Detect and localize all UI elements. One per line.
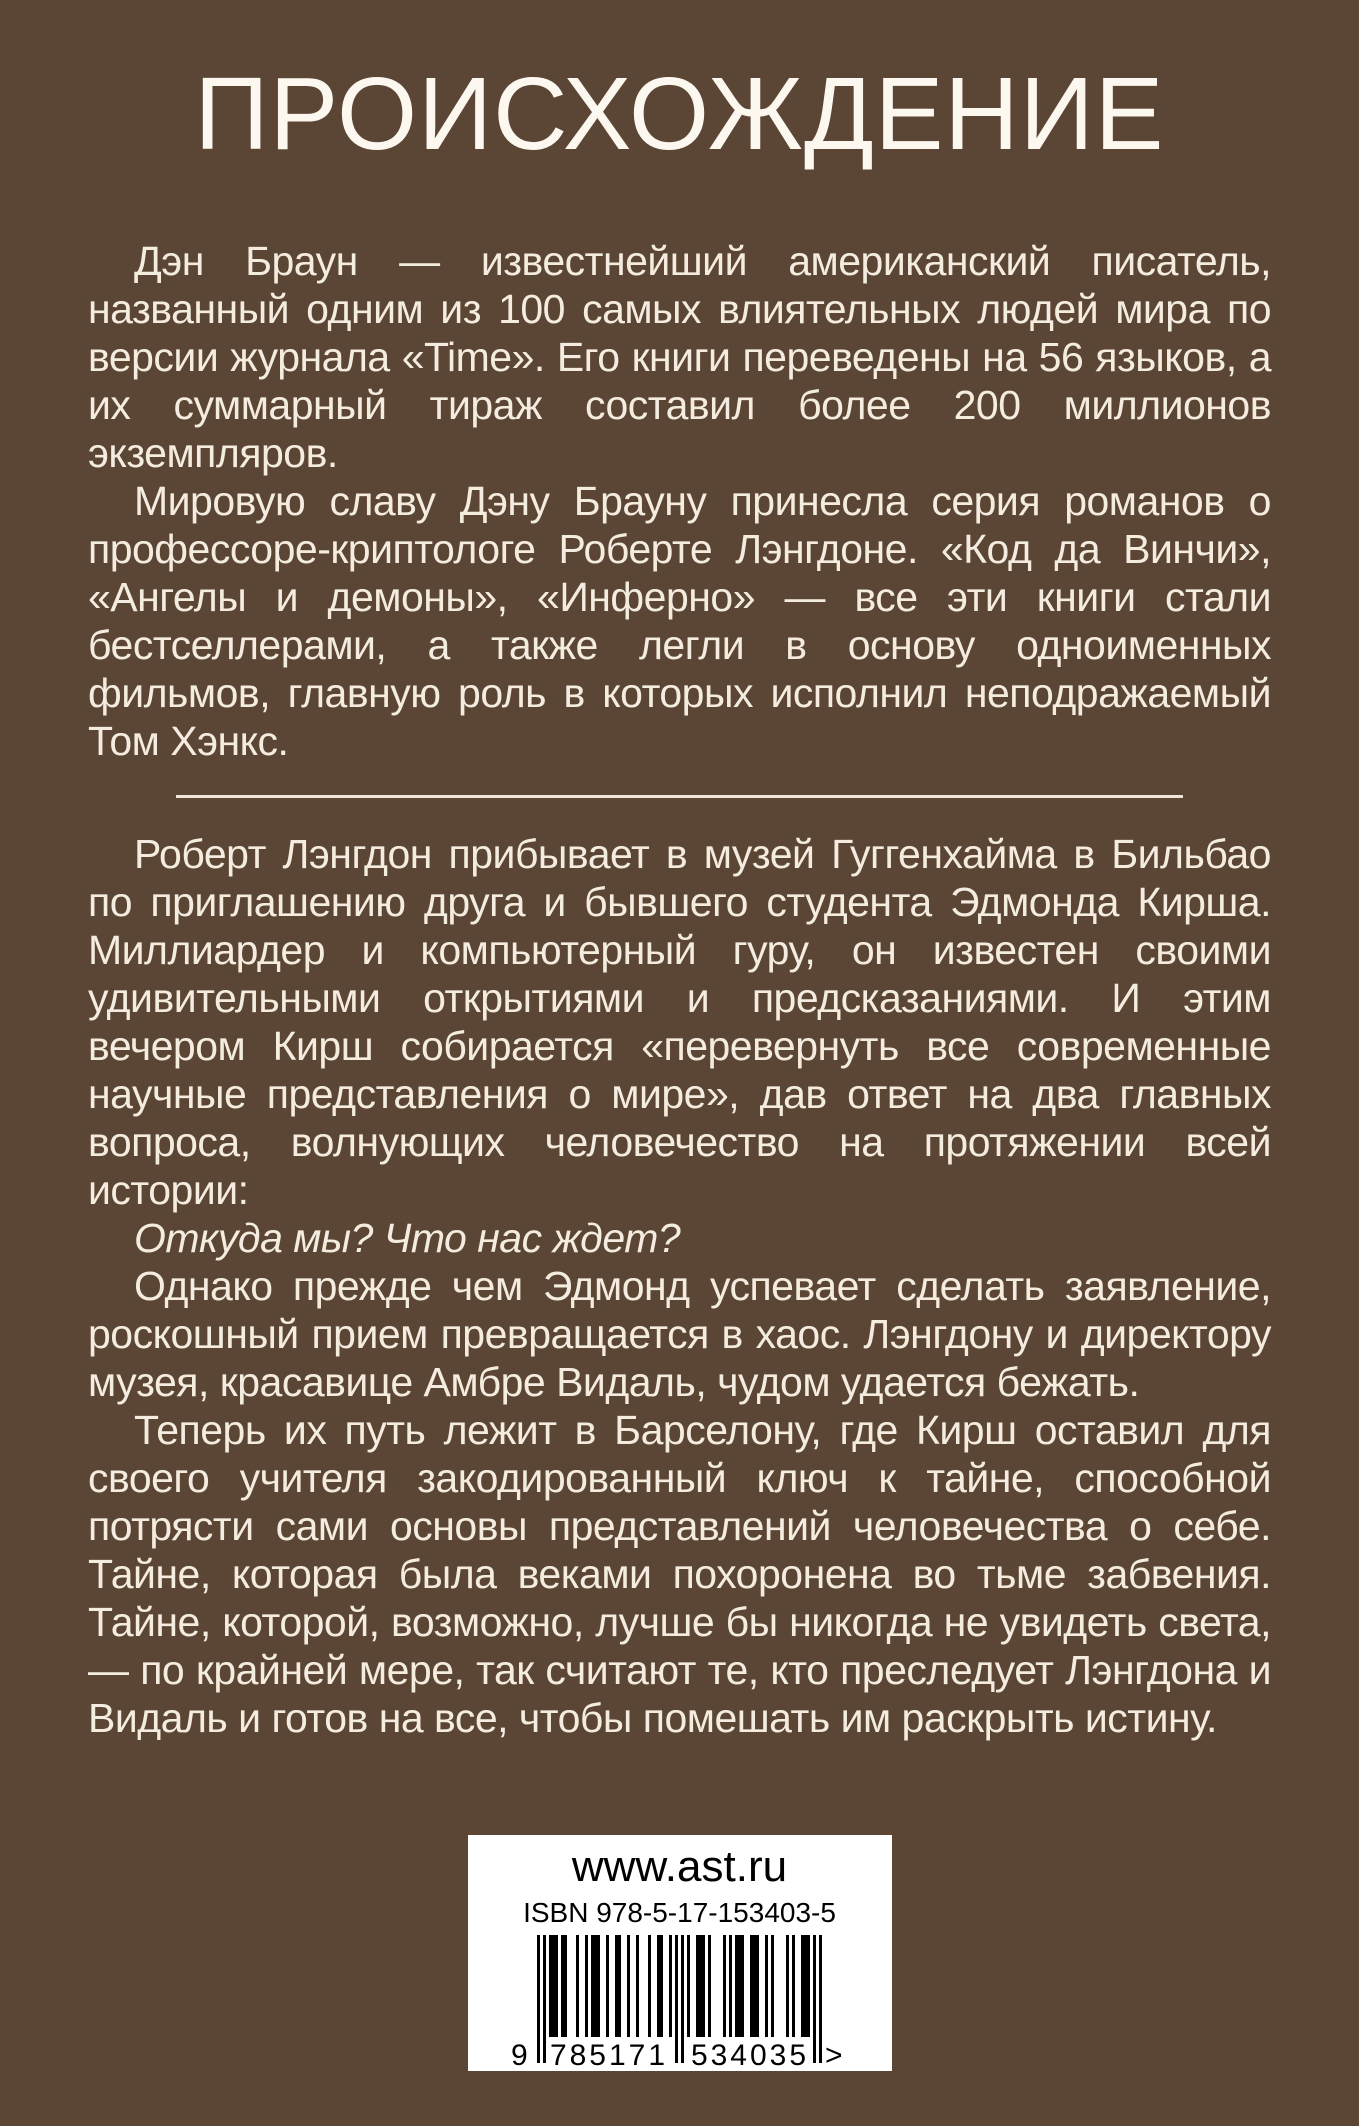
synopsis-section — [88, 830, 1271, 1742]
synopsis-paragraph: Однако прежде чем Эдмонд успевает сделать заявление, роскошный прием превращается в хаос. Лэнгдону и директору музея, красавице Амбре Видаль, чудом удается бежать. — [88, 1263, 1271, 1405]
barcode-end-char: > — [825, 2039, 843, 2072]
barcode-bar — [765, 1935, 768, 2037]
barcode-bar — [543, 1935, 546, 2063]
barcode-digits-group1: 785171 — [549, 2039, 669, 2072]
barcode-bar — [597, 1935, 600, 2037]
barcode-bar — [708, 1935, 711, 2037]
barcode-bar — [627, 1935, 630, 2037]
barcode-bar — [648, 1935, 651, 2037]
cover-text — [0, 237, 1359, 1742]
barcode-bar — [636, 1935, 639, 2037]
synopsis-paragraph: Роберт Лэнгдон прибывает в музей Гуггенхайма в Бильбао по приглашению друга и бывшего студента Эдмонда Кирша. Миллиардер и компьютерный гуру, он известен своими удивительными открытиями и предсказаниями. И этим вечером Кирш собирается «перевернуть все современные научные представления о мире», дав ответ на два главных вопроса, волнующих человечество на протяжении всей истории: — [88, 831, 1271, 1213]
isbn-number: ISBN 978-5-17-153403-5 — [523, 1897, 836, 1928]
barcode-bar — [606, 1935, 609, 2037]
barcode-bar — [771, 1935, 774, 2037]
publisher-website: www.ast.ru — [571, 1842, 788, 1891]
barcode-bar — [537, 1935, 540, 2063]
barcode-bar — [786, 1935, 789, 2037]
book-title: ПРОИСХОЖДЕНИЕ — [194, 56, 1165, 171]
tagline-question: Откуда мы? Что нас ждет? — [134, 1215, 681, 1261]
section-divider — [176, 795, 1183, 798]
barcode-bar — [792, 1935, 795, 2037]
barcode-bar — [687, 1935, 690, 2037]
barcode-bar — [669, 1935, 672, 2037]
barcode-bar — [555, 1935, 558, 2037]
publisher-isbn-box — [468, 1835, 892, 2071]
barcode-digit-leading: 9 — [511, 2039, 528, 2072]
barcode-bar — [564, 1935, 567, 2037]
synopsis-paragraph: Теперь их путь лежит в Барселону, где Кирш оставил для своего учителя закодированный ключ к тайне, способной потрясти сами основы представлений человечества о себе. Тайне, которая была веками похоронена во тьме забвения. Тайне, которой, возможно, лучше бы никогда не увидеть света, — по крайней мере, так считают те, кто преследует Лэнгдона и Видаль и готов на все, чтобы помешать им раскрыть истину. — [88, 1407, 1271, 1741]
barcode-bar — [756, 1935, 759, 2037]
barcode-bar — [585, 1935, 588, 2037]
barcode-bar — [813, 1935, 816, 2063]
barcode-bar — [729, 1935, 732, 2037]
author-bio-paragraph: Мировую славу Дэну Брауну принесла серия романов о профессоре-криптологе Роберте Лэнгдоне. «Код да Винчи», «Ангелы и демоны», «Инферно» — все эти книги стали бестселлерами, а также легли в основу одноименных фильмов, главную роль в которых исполнил неподражаемый Том Хэнкс. — [88, 478, 1271, 764]
barcode-bar — [618, 1935, 621, 2037]
barcode-bar — [576, 1935, 579, 2037]
author-bio-paragraph: Дэн Браун — известнейший американский писатель, названный одним из 100 самых влиятельных людей мира по версии журнала «Time». Его книги переведены на 56 языков, а их суммарный тираж составил более 200 миллионов экземпляров. — [88, 238, 1271, 476]
barcode-bar — [702, 1935, 705, 2037]
barcode-bar — [807, 1935, 810, 2037]
ean13-barcode — [511, 1935, 843, 2072]
barcode-bar — [660, 1935, 663, 2037]
barcode-bar — [819, 1935, 822, 2063]
barcode-bar — [675, 1935, 678, 2063]
barcode-bar — [741, 1935, 744, 2037]
barcode-bar — [723, 1935, 726, 2037]
barcode-bar — [681, 1935, 684, 2063]
barcode-digits-group2: 534035 — [690, 2039, 810, 2072]
author-bio-section — [88, 237, 1271, 765]
